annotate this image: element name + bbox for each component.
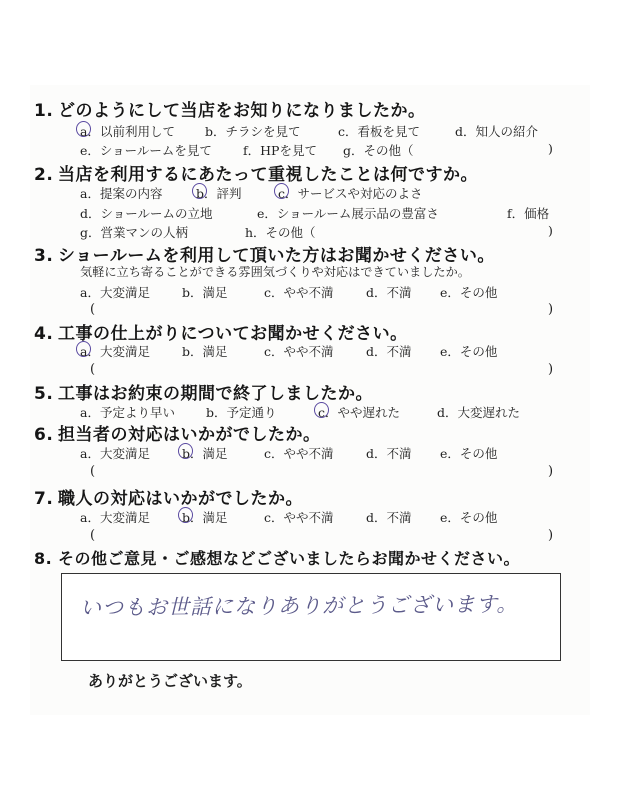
q4-other-open: ( bbox=[90, 362, 96, 377]
question-6 bbox=[34, 420, 321, 445]
q4-option-c[interactable]: c．やや不満 bbox=[264, 344, 334, 359]
question-6-text: 担当者の対応はいかがでしたか。 bbox=[58, 425, 321, 445]
question-2-options-row3 bbox=[0, 223, 618, 241]
handwritten-comment: いつもお世話になりありがとうございます。 bbox=[79, 592, 519, 620]
q2-option-a[interactable]: a．提案の内容 bbox=[80, 186, 163, 201]
q2-option-f[interactable]: f．価格 bbox=[507, 206, 550, 221]
question-8 bbox=[34, 546, 520, 569]
question-3-options bbox=[0, 283, 618, 301]
question-1-number: 1. bbox=[34, 101, 54, 121]
q4-option-d[interactable]: d．不満 bbox=[366, 344, 412, 359]
q3-option-b[interactable]: b．満足 bbox=[182, 285, 228, 300]
q3-other-close: ) bbox=[548, 302, 554, 317]
question-2 bbox=[34, 160, 478, 185]
question-4-number: 4. bbox=[34, 324, 54, 344]
question-1 bbox=[34, 96, 426, 121]
q7-option-d[interactable]: d．不満 bbox=[366, 510, 412, 525]
question-5-number: 5. bbox=[34, 384, 54, 404]
q1-other-close: ) bbox=[548, 141, 553, 156]
question-7-number: 7. bbox=[34, 489, 54, 509]
q3-option-a[interactable]: a．大変満足 bbox=[80, 285, 150, 300]
q4-option-e[interactable]: e．その他 bbox=[440, 344, 498, 359]
question-3-number: 3. bbox=[34, 246, 54, 266]
q3-option-d[interactable]: d．不満 bbox=[366, 285, 412, 300]
q7-other-close: ) bbox=[548, 528, 554, 543]
question-5 bbox=[34, 379, 373, 404]
q5-option-d[interactable]: d．大変遅れた bbox=[437, 405, 521, 420]
q6-option-d[interactable]: d．不満 bbox=[366, 446, 412, 461]
q5-option-a[interactable]: a．予定より早い bbox=[80, 405, 175, 420]
q1-option-a[interactable]: a．以前利用して bbox=[80, 124, 175, 139]
q7-option-c[interactable]: c．やや不満 bbox=[264, 510, 334, 525]
q2-option-h[interactable]: h．その他（ bbox=[245, 225, 316, 240]
q5-option-b[interactable]: b．予定通り bbox=[206, 405, 277, 420]
question-2-number: 2. bbox=[34, 165, 54, 185]
q3-other-open: ( bbox=[90, 302, 96, 317]
comment-box[interactable] bbox=[61, 573, 561, 661]
q1-option-g[interactable]: g．その他（ bbox=[343, 143, 414, 158]
question-3-text: ショールームを利用して頂いた方はお聞かせください。 bbox=[58, 246, 495, 266]
q3-option-e[interactable]: e．その他 bbox=[440, 285, 498, 300]
q6-option-e[interactable]: e．その他 bbox=[440, 446, 498, 461]
q6-option-a[interactable]: a．大変満足 bbox=[80, 446, 150, 461]
q7-option-a[interactable]: a．大変満足 bbox=[80, 510, 150, 525]
q7-other-open: ( bbox=[90, 528, 96, 543]
q1-option-b[interactable]: b．チラシを見て bbox=[205, 124, 301, 139]
q7-option-b[interactable]: b．満足 bbox=[182, 510, 228, 525]
q1-option-d[interactable]: d．知人の紹介 bbox=[455, 124, 539, 139]
question-1-options-row1 bbox=[0, 122, 618, 140]
q5-option-c[interactable]: c．やや遅れた bbox=[318, 405, 401, 420]
question-4 bbox=[34, 319, 408, 344]
q1-option-f[interactable]: f．HPを見て bbox=[243, 143, 317, 158]
question-8-text: その他ご意見・ご感想などございましたらお聞かせください。 bbox=[58, 549, 521, 568]
q1-option-c[interactable]: c．看板を見て bbox=[338, 124, 421, 139]
q4-option-b[interactable]: b．満足 bbox=[182, 344, 228, 359]
q2-option-g[interactable]: g．営業マンの人柄 bbox=[80, 225, 189, 240]
q6-other-open: ( bbox=[90, 464, 96, 479]
closing-thanks: ありがとうございます。 bbox=[88, 672, 252, 690]
question-7-options bbox=[0, 508, 618, 526]
q2-option-c[interactable]: c．サービスや対応のよさ bbox=[278, 186, 423, 201]
q4-option-a[interactable]: a．大変満足 bbox=[80, 344, 150, 359]
question-6-number: 6. bbox=[34, 425, 54, 445]
question-7 bbox=[34, 484, 303, 509]
q7-option-e[interactable]: e．その他 bbox=[440, 510, 498, 525]
q6-option-b[interactable]: b．満足 bbox=[182, 446, 228, 461]
question-4-text: 工事の仕上がりについてお聞かせください。 bbox=[58, 324, 408, 344]
q3-option-c[interactable]: c．やや不満 bbox=[264, 285, 334, 300]
question-2-text: 当店を利用するにあたって重視したことは何ですか。 bbox=[58, 165, 478, 185]
question-6-options bbox=[0, 444, 618, 462]
question-8-number: 8. bbox=[34, 549, 53, 568]
question-2-options-row1 bbox=[0, 184, 618, 202]
q1-option-e[interactable]: e．ショールームを見て bbox=[80, 143, 212, 158]
q4-other-close: ) bbox=[548, 362, 554, 377]
question-2-options-row2 bbox=[0, 204, 618, 222]
q2-option-d[interactable]: d．ショールームの立地 bbox=[80, 206, 213, 221]
q6-option-c[interactable]: c．やや不満 bbox=[264, 446, 334, 461]
question-7-text: 職人の対応はいかがでしたか。 bbox=[58, 489, 303, 509]
q2-option-e[interactable]: e．ショールーム展示品の豊富さ bbox=[257, 206, 439, 221]
question-1-text: どのようにして当店をお知りになりましたか。 bbox=[58, 101, 426, 121]
question-3-subtext: 気軽に立ち寄ることができる雰囲気づくりや対応はできていましたか。 bbox=[80, 265, 470, 279]
q2-option-b[interactable]: b．評判 bbox=[196, 186, 242, 201]
question-5-options bbox=[0, 403, 618, 421]
q2-other-close: ) bbox=[548, 223, 553, 238]
q6-other-close: ) bbox=[548, 464, 554, 479]
question-4-options bbox=[0, 342, 618, 360]
question-5-text: 工事はお約束の期間で終了しましたか。 bbox=[58, 384, 373, 404]
question-1-options-row2 bbox=[0, 141, 618, 159]
